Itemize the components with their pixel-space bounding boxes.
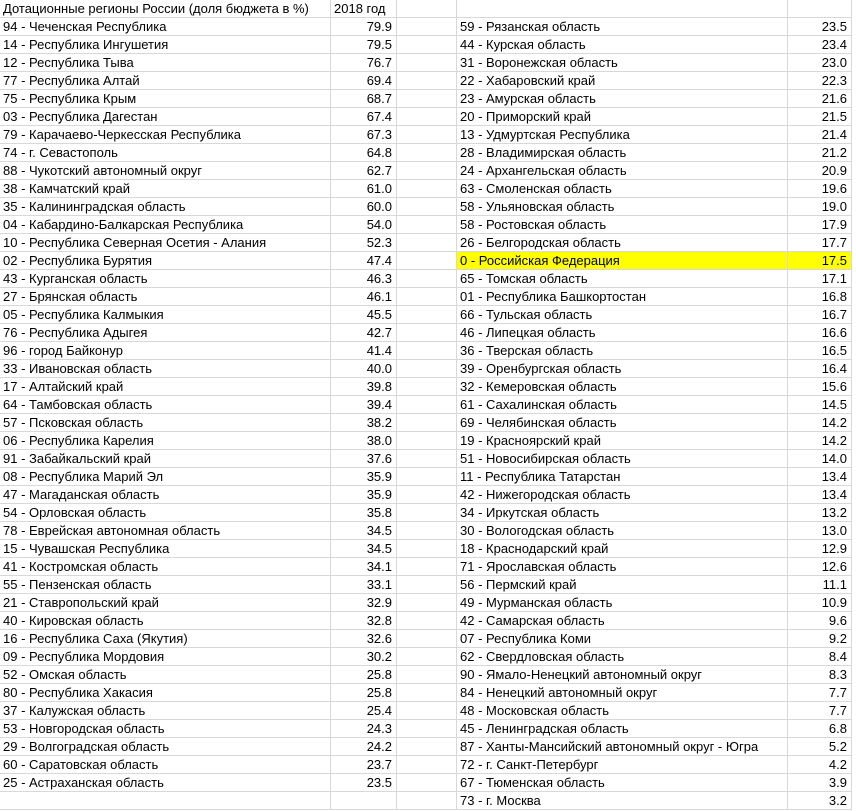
- region-name-cell[interactable]: 77 - Республика Алтай: [0, 72, 331, 90]
- region-name-cell[interactable]: 23 - Амурская область: [457, 90, 788, 108]
- subsidy-share-cell[interactable]: 39.4: [331, 396, 397, 414]
- region-name-cell[interactable]: 14 - Республика Ингушетия: [0, 36, 331, 54]
- subsidy-share-cell[interactable]: 32.6: [331, 630, 397, 648]
- subsidy-share-cell[interactable]: 12.9: [788, 540, 852, 558]
- region-name-cell[interactable]: 33 - Ивановская область: [0, 360, 331, 378]
- region-name-cell[interactable]: 58 - Ульяновская область: [457, 198, 788, 216]
- subsidy-share-cell[interactable]: 13.4: [788, 486, 852, 504]
- subsidy-share-cell[interactable]: 35.9: [331, 468, 397, 486]
- region-name-cell[interactable]: 36 - Тверская область: [457, 342, 788, 360]
- subsidy-share-cell[interactable]: 69.4: [331, 72, 397, 90]
- subsidy-share-cell[interactable]: 23.4: [788, 36, 852, 54]
- subsidy-share-cell[interactable]: 21.5: [788, 108, 852, 126]
- subsidy-share-cell[interactable]: 34.5: [331, 540, 397, 558]
- region-name-cell[interactable]: 19 - Красноярский край: [457, 432, 788, 450]
- subsidy-share-cell[interactable]: 14.2: [788, 414, 852, 432]
- table-row: [0, 432, 856, 450]
- region-name-cell[interactable]: 57 - Псковская область: [0, 414, 331, 432]
- table-row: [0, 540, 856, 558]
- subsidy-share-cell[interactable]: 62.7: [331, 162, 397, 180]
- table-row: [0, 378, 856, 396]
- subsidy-share-cell[interactable]: 34.5: [331, 522, 397, 540]
- subsidy-share-cell[interactable]: 17.7: [788, 234, 852, 252]
- subsidy-share-cell[interactable]: 5.2: [788, 738, 852, 756]
- empty-cell[interactable]: [397, 36, 457, 54]
- table-row: [0, 216, 856, 234]
- region-name-cell[interactable]: 17 - Алтайский край: [0, 378, 331, 396]
- table-row: [0, 360, 856, 378]
- region-name-cell[interactable]: 06 - Республика Карелия: [0, 432, 331, 450]
- subsidy-share-cell[interactable]: 52.3: [331, 234, 397, 252]
- subsidy-share-cell[interactable]: 14.5: [788, 396, 852, 414]
- region-name-cell[interactable]: 56 - Пермский край: [457, 576, 788, 594]
- region-name-cell[interactable]: 37 - Калужская область: [0, 702, 331, 720]
- subsidy-share-cell[interactable]: 64.8: [331, 144, 397, 162]
- region-name-cell[interactable]: 54 - Орловская область: [0, 504, 331, 522]
- table-row: [0, 342, 856, 360]
- subsidy-share-cell[interactable]: 20.9: [788, 162, 852, 180]
- region-name-cell[interactable]: 71 - Ярославская область: [457, 558, 788, 576]
- region-name-cell[interactable]: 22 - Хабаровский край: [457, 72, 788, 90]
- empty-cell[interactable]: [397, 18, 457, 36]
- region-name-cell[interactable]: 62 - Свердловская область: [457, 648, 788, 666]
- empty-cell[interactable]: [397, 234, 457, 252]
- subsidy-share-cell[interactable]: 35.8: [331, 504, 397, 522]
- region-name-cell[interactable]: 25 - Астраханская область: [0, 774, 331, 792]
- subsidy-share-cell[interactable]: 25.8: [331, 666, 397, 684]
- region-name-cell[interactable]: 12 - Республика Тыва: [0, 54, 331, 72]
- subsidy-share-cell[interactable]: 34.1: [331, 558, 397, 576]
- region-name-cell[interactable]: 80 - Республика Хакасия: [0, 684, 331, 702]
- header-year-cell[interactable]: 2018 год: [331, 0, 397, 18]
- table-row: [0, 36, 856, 54]
- region-name-cell[interactable]: 07 - Республика Коми: [457, 630, 788, 648]
- empty-cell[interactable]: [397, 594, 457, 612]
- region-name-cell[interactable]: 73 - г. Москва: [457, 792, 788, 810]
- empty-cell[interactable]: [397, 198, 457, 216]
- empty-cell[interactable]: [397, 720, 457, 738]
- empty-cell[interactable]: [397, 162, 457, 180]
- region-name-cell[interactable]: 52 - Омская область: [0, 666, 331, 684]
- subsidy-share-cell[interactable]: 6.8: [788, 720, 852, 738]
- table-row: [0, 468, 856, 486]
- empty-cell[interactable]: [397, 180, 457, 198]
- table-row: [0, 162, 856, 180]
- region-name-cell[interactable]: 04 - Кабардино-Балкарская Республика: [0, 216, 331, 234]
- region-name-cell[interactable]: 64 - Тамбовская область: [0, 396, 331, 414]
- subsidy-share-cell[interactable]: 41.4: [331, 342, 397, 360]
- subsidy-share-cell[interactable]: 30.2: [331, 648, 397, 666]
- region-name-cell[interactable]: 13 - Удмуртская Республика: [457, 126, 788, 144]
- empty-cell[interactable]: [397, 558, 457, 576]
- subsidy-share-cell[interactable]: 11.1: [788, 576, 852, 594]
- empty-cell[interactable]: [397, 90, 457, 108]
- table-row: [0, 738, 856, 756]
- subsidy-share-cell[interactable]: 39.8: [331, 378, 397, 396]
- subsidy-share-cell[interactable]: 17.1: [788, 270, 852, 288]
- table-row: [0, 558, 856, 576]
- region-name-cell[interactable]: 29 - Волгоградская область: [0, 738, 331, 756]
- subsidy-share-cell[interactable]: 21.6: [788, 90, 852, 108]
- header-row: [0, 0, 856, 18]
- empty-cell[interactable]: [397, 378, 457, 396]
- subsidy-share-cell[interactable]: 15.6: [788, 378, 852, 396]
- subsidy-share-cell[interactable]: 13.4: [788, 468, 852, 486]
- region-name-cell[interactable]: 15 - Чувашская Республика: [0, 540, 331, 558]
- subsidy-share-cell[interactable]: 42.7: [331, 324, 397, 342]
- empty-cell[interactable]: [397, 684, 457, 702]
- region-name-cell[interactable]: 94 - Чеченская Республика: [0, 18, 331, 36]
- region-name-cell[interactable]: 31 - Воронежская область: [457, 54, 788, 72]
- region-name-cell[interactable]: 65 - Томская область: [457, 270, 788, 288]
- region-name-cell[interactable]: 44 - Курская область: [457, 36, 788, 54]
- region-name-cell[interactable]: 43 - Курганская область: [0, 270, 331, 288]
- region-name-cell[interactable]: 28 - Владимирская область: [457, 144, 788, 162]
- subsidy-share-cell[interactable]: 8.4: [788, 648, 852, 666]
- table-row: [0, 288, 856, 306]
- empty-cell[interactable]: [397, 666, 457, 684]
- table-row: [0, 594, 856, 612]
- region-name-cell[interactable]: 87 - Ханты-Мансийский автономный округ - Югра: [457, 738, 788, 756]
- region-name-cell[interactable]: 47 - Магаданская область: [0, 486, 331, 504]
- table-row: [0, 774, 856, 792]
- empty-cell[interactable]: [397, 522, 457, 540]
- subsidy-share-cell[interactable]: 47.4: [331, 252, 397, 270]
- subsidy-share-cell[interactable]: 46.3: [331, 270, 397, 288]
- subsidy-share-cell[interactable]: 13.0: [788, 522, 852, 540]
- region-name-cell[interactable]: 42 - Нижегородская область: [457, 486, 788, 504]
- empty-cell[interactable]: [397, 306, 457, 324]
- empty-cell[interactable]: [397, 450, 457, 468]
- subsidy-share-cell[interactable]: 79.5: [331, 36, 397, 54]
- subsidy-share-cell[interactable]: 38.2: [331, 414, 397, 432]
- subsidy-share-cell[interactable]: 19.0: [788, 198, 852, 216]
- subsidy-share-cell[interactable]: 67.4: [331, 108, 397, 126]
- empty-cell[interactable]: [397, 288, 457, 306]
- subsidy-share-cell[interactable]: 60.0: [331, 198, 397, 216]
- empty-cell[interactable]: [397, 792, 457, 810]
- subsidy-share-cell[interactable]: 38.0: [331, 432, 397, 450]
- subsidy-share-cell[interactable]: 24.2: [331, 738, 397, 756]
- subsidy-share-cell[interactable]: 8.3: [788, 666, 852, 684]
- region-name-cell[interactable]: 40 - Кировская область: [0, 612, 331, 630]
- region-name-cell[interactable]: 58 - Ростовская область: [457, 216, 788, 234]
- empty-cell[interactable]: [397, 108, 457, 126]
- subsidy-share-cell[interactable]: 23.0: [788, 54, 852, 72]
- subsidy-share-cell[interactable]: 9.6: [788, 612, 852, 630]
- table-row: [0, 630, 856, 648]
- empty-cell[interactable]: [397, 540, 457, 558]
- subsidy-share-cell[interactable]: 3.9: [788, 774, 852, 792]
- table-row: [0, 684, 856, 702]
- empty-cell[interactable]: [397, 396, 457, 414]
- region-name-cell[interactable]: 01 - Республика Башкортостан: [457, 288, 788, 306]
- region-name-cell[interactable]: 59 - Рязанская область: [457, 18, 788, 36]
- empty-cell[interactable]: [397, 414, 457, 432]
- region-name-cell[interactable]: 34 - Иркутская область: [457, 504, 788, 522]
- empty-cell[interactable]: [397, 72, 457, 90]
- region-name-cell[interactable]: 16 - Республика Саха (Якутия): [0, 630, 331, 648]
- region-name-cell[interactable]: 91 - Забайкальский край: [0, 450, 331, 468]
- subsidy-share-cell[interactable]: 54.0: [331, 216, 397, 234]
- region-name-cell[interactable]: 38 - Камчатский край: [0, 180, 331, 198]
- region-name-cell[interactable]: 61 - Сахалинская область: [457, 396, 788, 414]
- region-name-cell[interactable]: 27 - Брянская область: [0, 288, 331, 306]
- region-name-cell[interactable]: 74 - г. Севастополь: [0, 144, 331, 162]
- table-row: [0, 486, 856, 504]
- region-name-cell[interactable]: 96 - город Байконур: [0, 342, 331, 360]
- table-row: [0, 126, 856, 144]
- table-row: [0, 234, 856, 252]
- region-name-cell[interactable]: 30 - Вологодская область: [457, 522, 788, 540]
- subsidy-share-cell[interactable]: 4.2: [788, 756, 852, 774]
- subsidy-share-cell[interactable]: 61.0: [331, 180, 397, 198]
- subsidy-share-cell[interactable]: 19.6: [788, 180, 852, 198]
- region-name-cell[interactable]: 51 - Новосибирская область: [457, 450, 788, 468]
- subsidy-share-cell[interactable]: 35.9: [331, 486, 397, 504]
- subsidy-share-cell[interactable]: 45.5: [331, 306, 397, 324]
- region-name-cell[interactable]: 48 - Московская область: [457, 702, 788, 720]
- region-name-cell[interactable]: 84 - Ненецкий автономный округ: [457, 684, 788, 702]
- empty-cell[interactable]: [397, 612, 457, 630]
- subsidy-share-cell[interactable]: 7.7: [788, 702, 852, 720]
- subsidy-share-cell[interactable]: 67.3: [331, 126, 397, 144]
- table-row: [0, 396, 856, 414]
- region-name-cell[interactable]: 72 - г. Санкт-Петербург: [457, 756, 788, 774]
- region-name-cell[interactable]: 78 - Еврейская автономная область: [0, 522, 331, 540]
- region-name-cell[interactable]: 08 - Республика Марий Эл: [0, 468, 331, 486]
- subsidy-share-cell[interactable]: 16.5: [788, 342, 852, 360]
- region-name-cell[interactable]: 10 - Республика Северная Осетия - Алания: [0, 234, 331, 252]
- subsidy-share-cell[interactable]: 21.2: [788, 144, 852, 162]
- table-row: [0, 252, 856, 270]
- empty-cell[interactable]: [397, 504, 457, 522]
- region-name-cell[interactable]: 67 - Тюменская область: [457, 774, 788, 792]
- region-name-cell[interactable]: 90 - Ямало-Ненецкий автономный округ: [457, 666, 788, 684]
- region-name-cell[interactable]: 41 - Костромская область: [0, 558, 331, 576]
- table-row: [0, 414, 856, 432]
- table-row: [0, 180, 856, 198]
- empty-cell[interactable]: [397, 144, 457, 162]
- empty-cell[interactable]: [397, 774, 457, 792]
- table-row: [0, 756, 856, 774]
- subsidy-share-cell[interactable]: 17.9: [788, 216, 852, 234]
- subsidy-share-cell[interactable]: 3.2: [788, 792, 852, 810]
- table-row: [0, 792, 856, 810]
- region-name-cell[interactable]: [457, 0, 788, 18]
- empty-cell[interactable]: [397, 342, 457, 360]
- subsidy-share-cell[interactable]: 14.2: [788, 432, 852, 450]
- empty-cell[interactable]: [397, 54, 457, 72]
- empty-cell[interactable]: [397, 576, 457, 594]
- region-name-cell[interactable]: 20 - Приморский край: [457, 108, 788, 126]
- region-name-cell[interactable]: 03 - Республика Дагестан: [0, 108, 331, 126]
- empty-cell[interactable]: [397, 432, 457, 450]
- region-name-cell[interactable]: 75 - Республика Крым: [0, 90, 331, 108]
- subsidy-share-cell[interactable]: 33.1: [331, 576, 397, 594]
- region-name-cell[interactable]: 18 - Краснодарский край: [457, 540, 788, 558]
- region-name-cell[interactable]: 53 - Новгородская область: [0, 720, 331, 738]
- subsidy-share-cell[interactable]: 12.6: [788, 558, 852, 576]
- empty-cell[interactable]: [397, 126, 457, 144]
- region-name-cell[interactable]: 42 - Самарская область: [457, 612, 788, 630]
- table-row: [0, 90, 856, 108]
- subsidy-share-cell[interactable]: 37.6: [331, 450, 397, 468]
- region-name-cell[interactable]: 79 - Карачаево-Черкесская Республика: [0, 126, 331, 144]
- subsidy-share-cell[interactable]: 21.4: [788, 126, 852, 144]
- region-name-cell[interactable]: 24 - Архангельская область: [457, 162, 788, 180]
- region-name-cell[interactable]: 88 - Чукотский автономный округ: [0, 162, 331, 180]
- table-row: [0, 108, 856, 126]
- region-name-cell[interactable]: 45 - Ленинградская область: [457, 720, 788, 738]
- subsidy-share-cell[interactable]: 32.8: [331, 612, 397, 630]
- table-row: [0, 522, 856, 540]
- subsidy-share-cell[interactable]: 25.8: [331, 684, 397, 702]
- region-name-cell[interactable]: 26 - Белгородская область: [457, 234, 788, 252]
- region-name-cell[interactable]: 39 - Оренбургская область: [457, 360, 788, 378]
- subsidy-share-cell[interactable]: 32.9: [331, 594, 397, 612]
- subsidy-share-cell[interactable]: 79.9: [331, 18, 397, 36]
- subsidy-share-cell[interactable]: 10.9: [788, 594, 852, 612]
- empty-cell[interactable]: [397, 468, 457, 486]
- subsidy-share-cell[interactable]: [331, 792, 397, 810]
- subsidy-share-cell[interactable]: 23.5: [331, 774, 397, 792]
- header-title-cell[interactable]: Дотационные регионы России (доля бюджета в %): [0, 0, 331, 18]
- table-row: [0, 720, 856, 738]
- empty-cell[interactable]: [397, 252, 457, 270]
- empty-cell[interactable]: [397, 270, 457, 288]
- region-name-cell[interactable]: 63 - Смоленская область: [457, 180, 788, 198]
- table-row: [0, 702, 856, 720]
- subsidy-share-cell[interactable]: 24.3: [331, 720, 397, 738]
- subsidy-share-cell[interactable]: 68.7: [331, 90, 397, 108]
- region-name-cell[interactable]: 35 - Калининградская область: [0, 198, 331, 216]
- subsidy-share-cell[interactable]: 22.3: [788, 72, 852, 90]
- region-name-cell[interactable]: 11 - Республика Татарстан: [457, 468, 788, 486]
- subsidy-share-cell[interactable]: 14.0: [788, 450, 852, 468]
- region-name-cell[interactable]: 32 - Кемеровская область: [457, 378, 788, 396]
- region-name-cell[interactable]: 76 - Республика Адыгея: [0, 324, 331, 342]
- region-name-cell[interactable]: 66 - Тульская область: [457, 306, 788, 324]
- subsidy-share-cell[interactable]: 46.1: [331, 288, 397, 306]
- region-name-cell[interactable]: 60 - Саратовская область: [0, 756, 331, 774]
- subsidy-share-cell[interactable]: 76.7: [331, 54, 397, 72]
- subsidy-share-cell[interactable]: 25.4: [331, 702, 397, 720]
- table-row: [0, 450, 856, 468]
- region-name-cell[interactable]: 46 - Липецкая область: [457, 324, 788, 342]
- empty-cell[interactable]: [397, 702, 457, 720]
- empty-cell[interactable]: [397, 756, 457, 774]
- empty-cell[interactable]: [397, 360, 457, 378]
- subsidy-share-cell[interactable]: 7.7: [788, 684, 852, 702]
- subsidy-share-cell[interactable]: [788, 0, 852, 18]
- region-name-cell[interactable]: 49 - Мурманская область: [457, 594, 788, 612]
- table-row: [0, 504, 856, 522]
- empty-cell[interactable]: [397, 486, 457, 504]
- subsidy-share-cell[interactable]: 16.4: [788, 360, 852, 378]
- region-name-cell[interactable]: 02 - Республика Бурятия: [0, 252, 331, 270]
- region-name-cell[interactable]: 05 - Республика Калмыкия: [0, 306, 331, 324]
- table-row: [0, 648, 856, 666]
- subsidy-share-cell[interactable]: 23.5: [788, 18, 852, 36]
- subsidy-share-cell[interactable]: 16.8: [788, 288, 852, 306]
- table-row: [0, 270, 856, 288]
- empty-cell[interactable]: [397, 738, 457, 756]
- table-row: [0, 54, 856, 72]
- empty-cell[interactable]: [397, 0, 457, 18]
- table-row: [0, 612, 856, 630]
- region-name-cell[interactable]: 21 - Ставропольский край: [0, 594, 331, 612]
- table-row: [0, 324, 856, 342]
- table-row: [0, 18, 856, 36]
- region-name-cell[interactable]: 0 - Российская Федерация: [457, 252, 788, 270]
- empty-cell[interactable]: [397, 648, 457, 666]
- subsidy-share-cell[interactable]: 13.2: [788, 504, 852, 522]
- table-row: [0, 198, 856, 216]
- empty-cell[interactable]: [397, 216, 457, 234]
- region-name-cell[interactable]: 69 - Челябинская область: [457, 414, 788, 432]
- subsidy-share-cell[interactable]: 16.7: [788, 306, 852, 324]
- table-row: [0, 576, 856, 594]
- subsidy-share-cell[interactable]: 40.0: [331, 360, 397, 378]
- region-name-cell[interactable]: 55 - Пензенская область: [0, 576, 331, 594]
- table-row: [0, 144, 856, 162]
- region-name-cell[interactable]: [0, 792, 331, 810]
- subsidy-share-cell[interactable]: 23.7: [331, 756, 397, 774]
- subsidy-share-cell[interactable]: 17.5: [788, 252, 852, 270]
- empty-cell[interactable]: [397, 630, 457, 648]
- table-row: [0, 306, 856, 324]
- table-row: [0, 666, 856, 684]
- empty-cell[interactable]: [397, 324, 457, 342]
- subsidy-share-cell[interactable]: 16.6: [788, 324, 852, 342]
- table-row: [0, 72, 856, 90]
- subsidy-share-cell[interactable]: 9.2: [788, 630, 852, 648]
- region-name-cell[interactable]: 09 - Республика Мордовия: [0, 648, 331, 666]
